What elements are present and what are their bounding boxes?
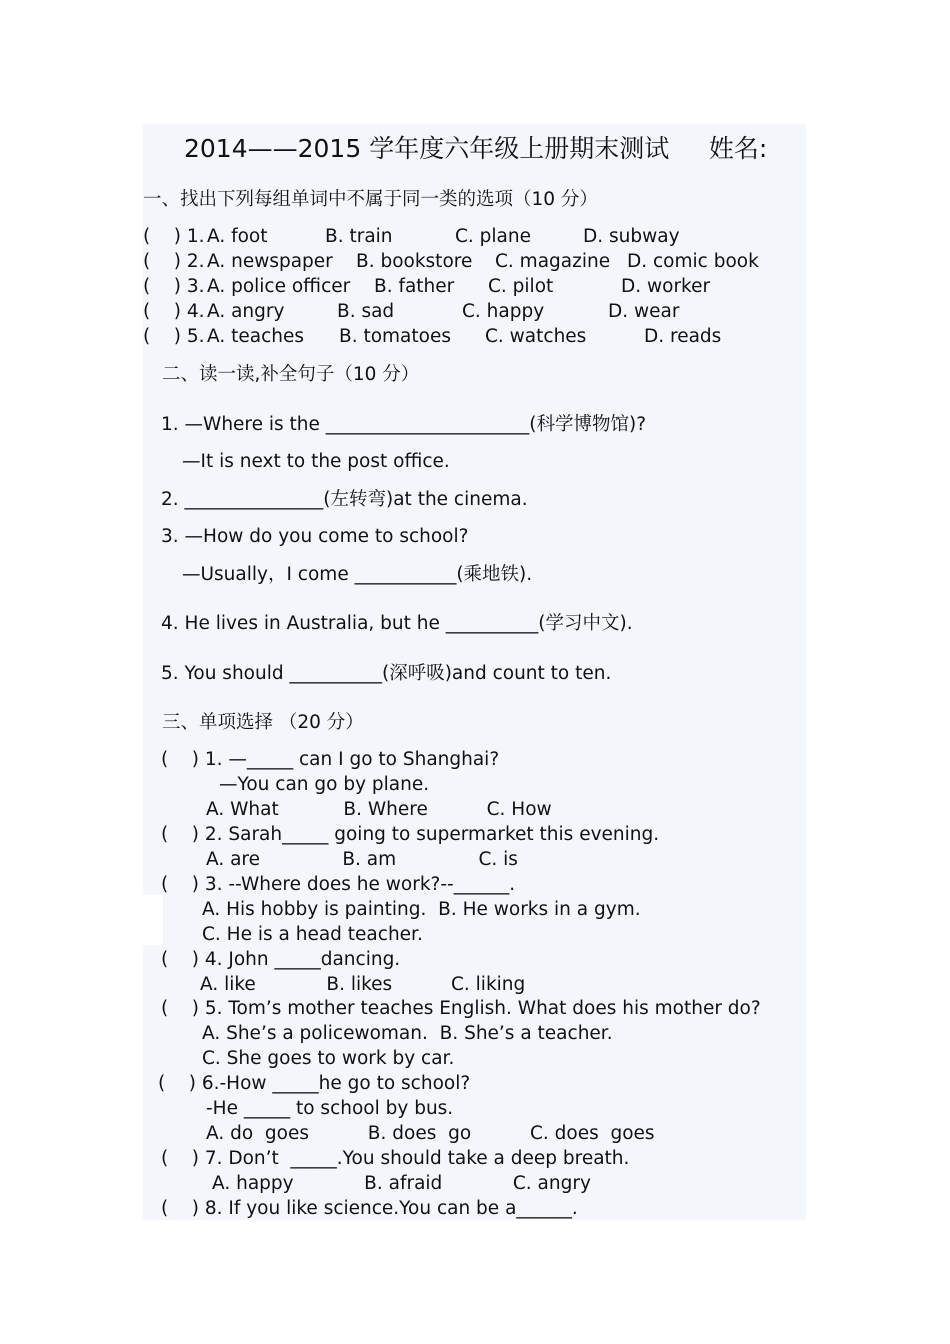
- question-number: ( ) 3.: [143, 276, 205, 297]
- question-number: ( ) 2.: [143, 251, 205, 272]
- choice-line: ( ) 5. Tom’s mother teaches English. What does his mother do?: [161, 998, 761, 1019]
- option-c: C. pilot: [488, 276, 554, 297]
- question-number: ( ) 1.: [143, 226, 205, 247]
- choice-line: A. do goes B. does go C. does goes: [206, 1123, 655, 1144]
- fill-line: 2. _______________(左转弯)at the cinema.: [161, 489, 528, 510]
- page-title: 2014——2015 学年度六年级上册期末测试 姓名:: [184, 134, 768, 163]
- choice-line: A. like B. likes C. liking: [200, 974, 526, 995]
- fill-line: 5. You should __________(深呼吸)and count to ten.: [161, 663, 612, 684]
- choice-line: ( ) 1. —_____ can I go to Shanghai?: [161, 749, 500, 770]
- option-b: B. tomatoes: [339, 326, 451, 347]
- section1-heading: 一、找出下列每组单词中不属于同一类的选项（10 分）: [143, 189, 598, 210]
- option-d: D. wear: [608, 301, 680, 322]
- fill-line: 3. —How do you come to school?: [161, 526, 469, 547]
- choice-line: ( ) 8. If you like science.You can be a______.: [161, 1198, 578, 1219]
- option-b: B. father: [374, 276, 455, 297]
- section2-heading: 二、读一读,补全句子（10 分）: [162, 364, 420, 385]
- choice-line: ( ) 3. --Where does he work?--______.: [161, 874, 516, 895]
- choice-line: —You can go by plane.: [219, 774, 430, 795]
- option-b: B. bookstore: [356, 251, 473, 272]
- option-c: C. watches: [485, 326, 587, 347]
- option-a: A. newspaper: [207, 251, 333, 272]
- choice-line: A. What B. Where C. How: [206, 799, 552, 820]
- choice-line: ( ) 7. Don’t _____.You should take a deep breath.: [161, 1148, 630, 1169]
- option-b: B. train: [325, 226, 393, 247]
- option-c: C. magazine: [495, 251, 611, 272]
- choice-line: A. are B. am C. is: [206, 849, 518, 870]
- fill-line: 4. He lives in Australia, but he __________(学习中文).: [161, 613, 633, 634]
- option-a: A. teaches: [207, 326, 304, 347]
- choice-line: C. She goes to work by car.: [202, 1048, 455, 1069]
- question-number: ( ) 4.: [143, 301, 205, 322]
- choice-line: C. He is a head teacher.: [202, 924, 423, 945]
- option-b: B. sad: [337, 301, 395, 322]
- option-a: A. police officer: [207, 276, 351, 297]
- fill-line: 1. —Where is the ______________________(科学博物馆)?: [161, 414, 647, 435]
- fill-line: —Usually，I come ___________(乘地铁).: [182, 564, 533, 585]
- option-a: A. foot: [207, 226, 268, 247]
- section3-heading: 三、单项选择 （20 分）: [162, 712, 364, 733]
- option-d: D. reads: [644, 326, 722, 347]
- margin-gap: [143, 895, 163, 945]
- option-c: C. happy: [462, 301, 545, 322]
- choice-line: ( ) 6.-How _____he go to school?: [158, 1073, 471, 1094]
- option-c: C. plane: [455, 226, 532, 247]
- choice-line: ( ) 2. Sarah_____ going to supermarket this evening.: [161, 824, 660, 845]
- choice-line: ( ) 4. John _____dancing.: [161, 949, 401, 970]
- question-number: ( ) 5.: [143, 326, 205, 347]
- choice-line: A. His hobby is painting. B. He works in a gym.: [202, 899, 641, 920]
- fill-line: —It is next to the post office.: [182, 451, 450, 472]
- choice-line: -He _____ to school by bus.: [206, 1098, 454, 1119]
- option-d: D. worker: [621, 276, 711, 297]
- choice-line: A. She’s a policewoman. B. She’s a teacher.: [202, 1023, 613, 1044]
- option-d: D. subway: [583, 226, 680, 247]
- choice-line: A. happy B. afraid C. angry: [212, 1173, 591, 1194]
- option-d: D. comic book: [627, 251, 759, 272]
- option-a: A. angry: [207, 301, 285, 322]
